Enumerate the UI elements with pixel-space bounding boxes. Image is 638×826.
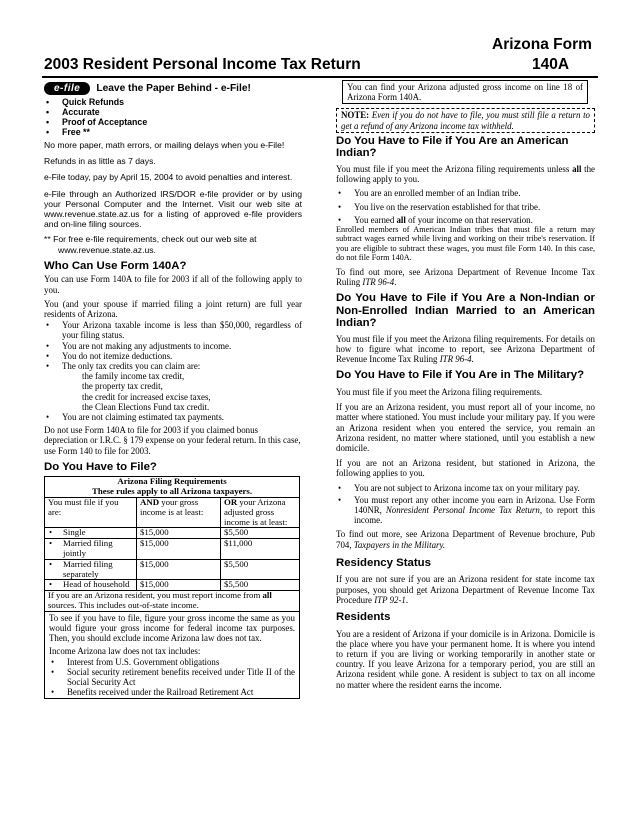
note-label: NOTE: — [341, 110, 370, 121]
efile-footnote: ** For free e-file requirements, check out our web site at www.revenue.state.az.us. — [44, 234, 257, 255]
text: the following apply to you. — [336, 164, 595, 185]
list-item: • Social security retirement benefits received under Title II of the Social Security Act — [49, 667, 295, 687]
column-header — [137, 498, 221, 528]
and-label: AND — [140, 497, 160, 508]
list-item: • You are not claiming estimated tax payments. — [44, 412, 302, 422]
table-caption — [45, 477, 300, 498]
table-caption-title: Arizona Filing Requirements — [117, 476, 227, 487]
untaxed-income-list — [49, 657, 295, 698]
list-item: • You are an enrolled member of an Indian tribe. — [336, 188, 595, 198]
text: . — [394, 276, 397, 287]
right-column — [336, 80, 595, 690]
status-label: Single — [63, 527, 86, 538]
list-item: • You do not itemize deductions. — [44, 351, 302, 361]
paragraph: You are a resident of Arizona if your domicile is in Arizona. Domicile is the place where you have your permanent home. It is where you intend to return if you are living or working temporarily in another state or country. If you leave Arizona for a temporary period, you are still an Arizona resident while gone. A resident is subject to tax on all income no matter where the resident earns the income. — [336, 628, 595, 690]
or-label: OR — [224, 497, 238, 508]
table-cell: • Head of household — [45, 580, 137, 591]
paragraph — [336, 574, 595, 605]
section-heading: Do You Have to File if You Are in The Military? — [336, 369, 585, 382]
list-item: • Quick Refunds — [44, 97, 302, 107]
text-italic: ITP 92-1 — [374, 594, 406, 605]
table-cell: $11,000 — [221, 539, 300, 560]
page-title: 2003 Resident Personal Income Tax Return — [44, 56, 361, 73]
text: You must report any other income you earn in Arizona. Use Form 140NR, — [354, 494, 595, 516]
table-cell: $5,500 — [221, 528, 300, 539]
resident-note-text: sources. This includes out-of-state income. — [48, 600, 199, 611]
table-row — [45, 528, 300, 539]
table-cell: $5,500 — [221, 580, 300, 591]
section-heading: Residency Status — [336, 556, 431, 569]
text: If you are not sure if you are an Arizona resident for state income tax purposes, you should get Arizona Department of Revenue Income Tax Procedure — [336, 574, 595, 605]
resident-note — [45, 591, 300, 612]
text: . — [405, 594, 409, 605]
gross-income-box — [44, 612, 300, 700]
section-heading: Do You Have to File if You Are an American Indian? — [336, 134, 569, 160]
note-box — [336, 108, 595, 132]
section-heading: Who Can Use Form 140A? — [44, 259, 187, 272]
credit-line: the property tax credit, — [82, 381, 163, 392]
text: You earned — [354, 214, 397, 225]
text: To find out more, see Arizona Department of Revenue brochure, Pub 704, — [336, 529, 595, 550]
paragraph: If you are an Arizona resident, you must report all of your income, no matter where stationed. You must include your military pay. If you were an Arizona resident when you entered the service, you remain an Arizona resident, no matter where stationed, until you establish a new domicile. — [336, 402, 595, 454]
american-indian-list — [336, 188, 595, 225]
paragraph: To see if you have to file, figure your gross income the same as you would figure your gross income for federal income tax purposes. Then, you should exclude income Arizona law does not tax. — [49, 612, 295, 644]
left-column — [44, 80, 302, 699]
paragraph: Do not use Form 140A to file for 2003 if you claimed bonus depreciation or I.R.C. § 179 expense on your federal return. In this case, use Form 140 to file for 2003. — [44, 425, 301, 456]
list-item: • You are not subject to Arizona income tax on your military pay. — [336, 483, 595, 493]
list-item: • Interest from U.S. Government obligations — [49, 657, 295, 667]
status-label: Head of household — [63, 579, 130, 590]
paragraph: Enrolled members of American Indian tribes that must file a return may subtract wages earned while living and working on their tribe's reservation. If you are eligible to subtract these wages, you must file Form 140. In this case, do not file Form 140A. — [336, 225, 595, 263]
list-item: • Benefits received under the Railroad Retirement Act — [49, 687, 295, 697]
table-cell: • Single — [45, 528, 137, 539]
text-bold: all — [396, 214, 406, 225]
paragraph — [336, 334, 595, 365]
table-footer-row — [45, 591, 300, 612]
efile-bullet-list — [44, 97, 302, 137]
resident-note-bold: all — [262, 590, 272, 601]
resident-note-text: If you are an Arizona resident, you must report income from — [48, 590, 263, 601]
text: To find out more, see Arizona Department of Revenue Income Tax Ruling — [336, 266, 595, 287]
list-item: • You live on the reservation established for that tribe. — [336, 202, 595, 212]
form-number: 140A — [532, 56, 570, 73]
and-text: your gross income is at least: — [140, 497, 204, 517]
efile-paragraph: e-File through an Authorized IRS/DOR e-file provider or by using your Personal Computer and the Internet. Visit our web site at www.revenue.state.az.us for a listing of approved e-file providers and on-line filing sources. — [44, 188, 302, 230]
section-heading: Residents — [336, 611, 391, 624]
filing-requirements-table — [44, 476, 300, 611]
paragraph: Income Arizona law does not tax includes: — [49, 646, 201, 657]
paragraph: If you are not an Arizona resident, but stationed in Arizona, the following applies to you. — [336, 458, 595, 479]
credit-line: the family income tax credit, — [82, 371, 185, 382]
header-rule — [42, 76, 598, 78]
table-cell: $15,000 — [137, 580, 221, 591]
efile-paragraph: No more paper, math errors, or mailing delays when you e-File! — [44, 140, 285, 150]
table-cell: $5,500 — [221, 559, 300, 580]
military-list — [336, 483, 595, 526]
list-item: • Proof of Acceptance — [44, 117, 302, 127]
paragraph: You (and your spouse if married filing a joint return) are full year residents of Arizona. — [44, 298, 302, 320]
table-cell: • Married filing separately — [45, 559, 137, 580]
list-item: • Accurate — [44, 107, 302, 117]
text-italic: ITR 96-4 — [362, 276, 395, 287]
text: of your income on that reservation. — [405, 214, 533, 225]
column-header — [221, 498, 300, 528]
efile-logo: e-file — [44, 82, 90, 95]
text: You must file if you meet the Arizona filing requirements unless — [336, 164, 573, 174]
section-heading: Do You Have to File? — [44, 460, 157, 473]
list-item — [44, 361, 302, 412]
list-item: • Your Arizona taxable income is less than $50,000, regardless of your filing status. — [44, 320, 302, 340]
paragraph — [336, 267, 595, 287]
table-row — [45, 559, 300, 580]
table-cell: $15,000 — [137, 528, 221, 539]
paragraph — [336, 164, 595, 184]
efile-paragraph: e-File today, pay by April 15, 2004 to avoid penalties and interest. — [44, 172, 293, 183]
table-row — [45, 580, 300, 591]
table-row — [45, 539, 300, 560]
text-italic: Taxpayers in the Military. — [353, 539, 446, 550]
agi-info-box: You can find your Arizona adjusted gross income on line 18 of Arizona Form 140A. — [342, 80, 588, 104]
efile-banner — [44, 80, 302, 96]
list-item: • Free ** — [44, 127, 302, 137]
section-heading: Do You Have to File if You Are a Non-Indian or Non-Enrolled Indian Married to an American Indian? — [336, 292, 595, 330]
column-header: You must file if you are: — [45, 498, 137, 528]
table-cell: $15,000 — [137, 559, 221, 580]
note-text: Even if you do not have to file, you must still file a return to get a refund of any Arizona income tax withheld. — [341, 110, 590, 131]
paragraph: You must file if you meet the Arizona filing requirements. — [336, 387, 543, 398]
efile-paragraph: Refunds in as little as 7 days. — [44, 156, 156, 167]
text: You must file if you meet the Arizona filing requirements. For details on how to figure what income to report, see Arizona Department of Revenue Income Tax Ruling — [336, 333, 595, 365]
credit-line: the credit for increased excise taxes, — [82, 391, 211, 402]
text-italic: Nonresident Personal Income Tax Return — [385, 505, 540, 516]
credit-line: the Clean Elections Fund tax credit. — [82, 401, 210, 412]
status-label: Married filing jointly — [63, 538, 113, 559]
or-text: your Arizona adjusted gross income is at least: — [224, 497, 288, 527]
table-cell: • Married filing jointly — [45, 539, 137, 560]
paragraph — [336, 529, 595, 549]
text-bold: all — [572, 164, 582, 174]
list-item: • You are not making any adjustments to income. — [44, 341, 302, 351]
text: , to report this income. — [354, 505, 595, 526]
text: . — [471, 354, 474, 365]
text-italic: ITR 96-4 — [439, 354, 472, 365]
list-item — [336, 215, 595, 225]
who-bullet-list — [44, 320, 302, 422]
table-cell: $15,000 — [137, 539, 221, 560]
list-item — [336, 495, 595, 526]
table-header-row — [45, 498, 300, 528]
table-caption-subtitle: These rules apply to all Arizona taxpayers. — [91, 486, 253, 497]
form-label: Arizona Form — [492, 36, 592, 53]
credits-intro: The only tax credits you can claim are: — [62, 361, 201, 372]
status-label: Married filing separately — [63, 558, 113, 579]
paragraph: You can use Form 140A to file for 2003 if all of the following apply to you. — [44, 274, 302, 295]
efile-heading: Leave the Paper Behind - e-File! — [96, 82, 251, 94]
